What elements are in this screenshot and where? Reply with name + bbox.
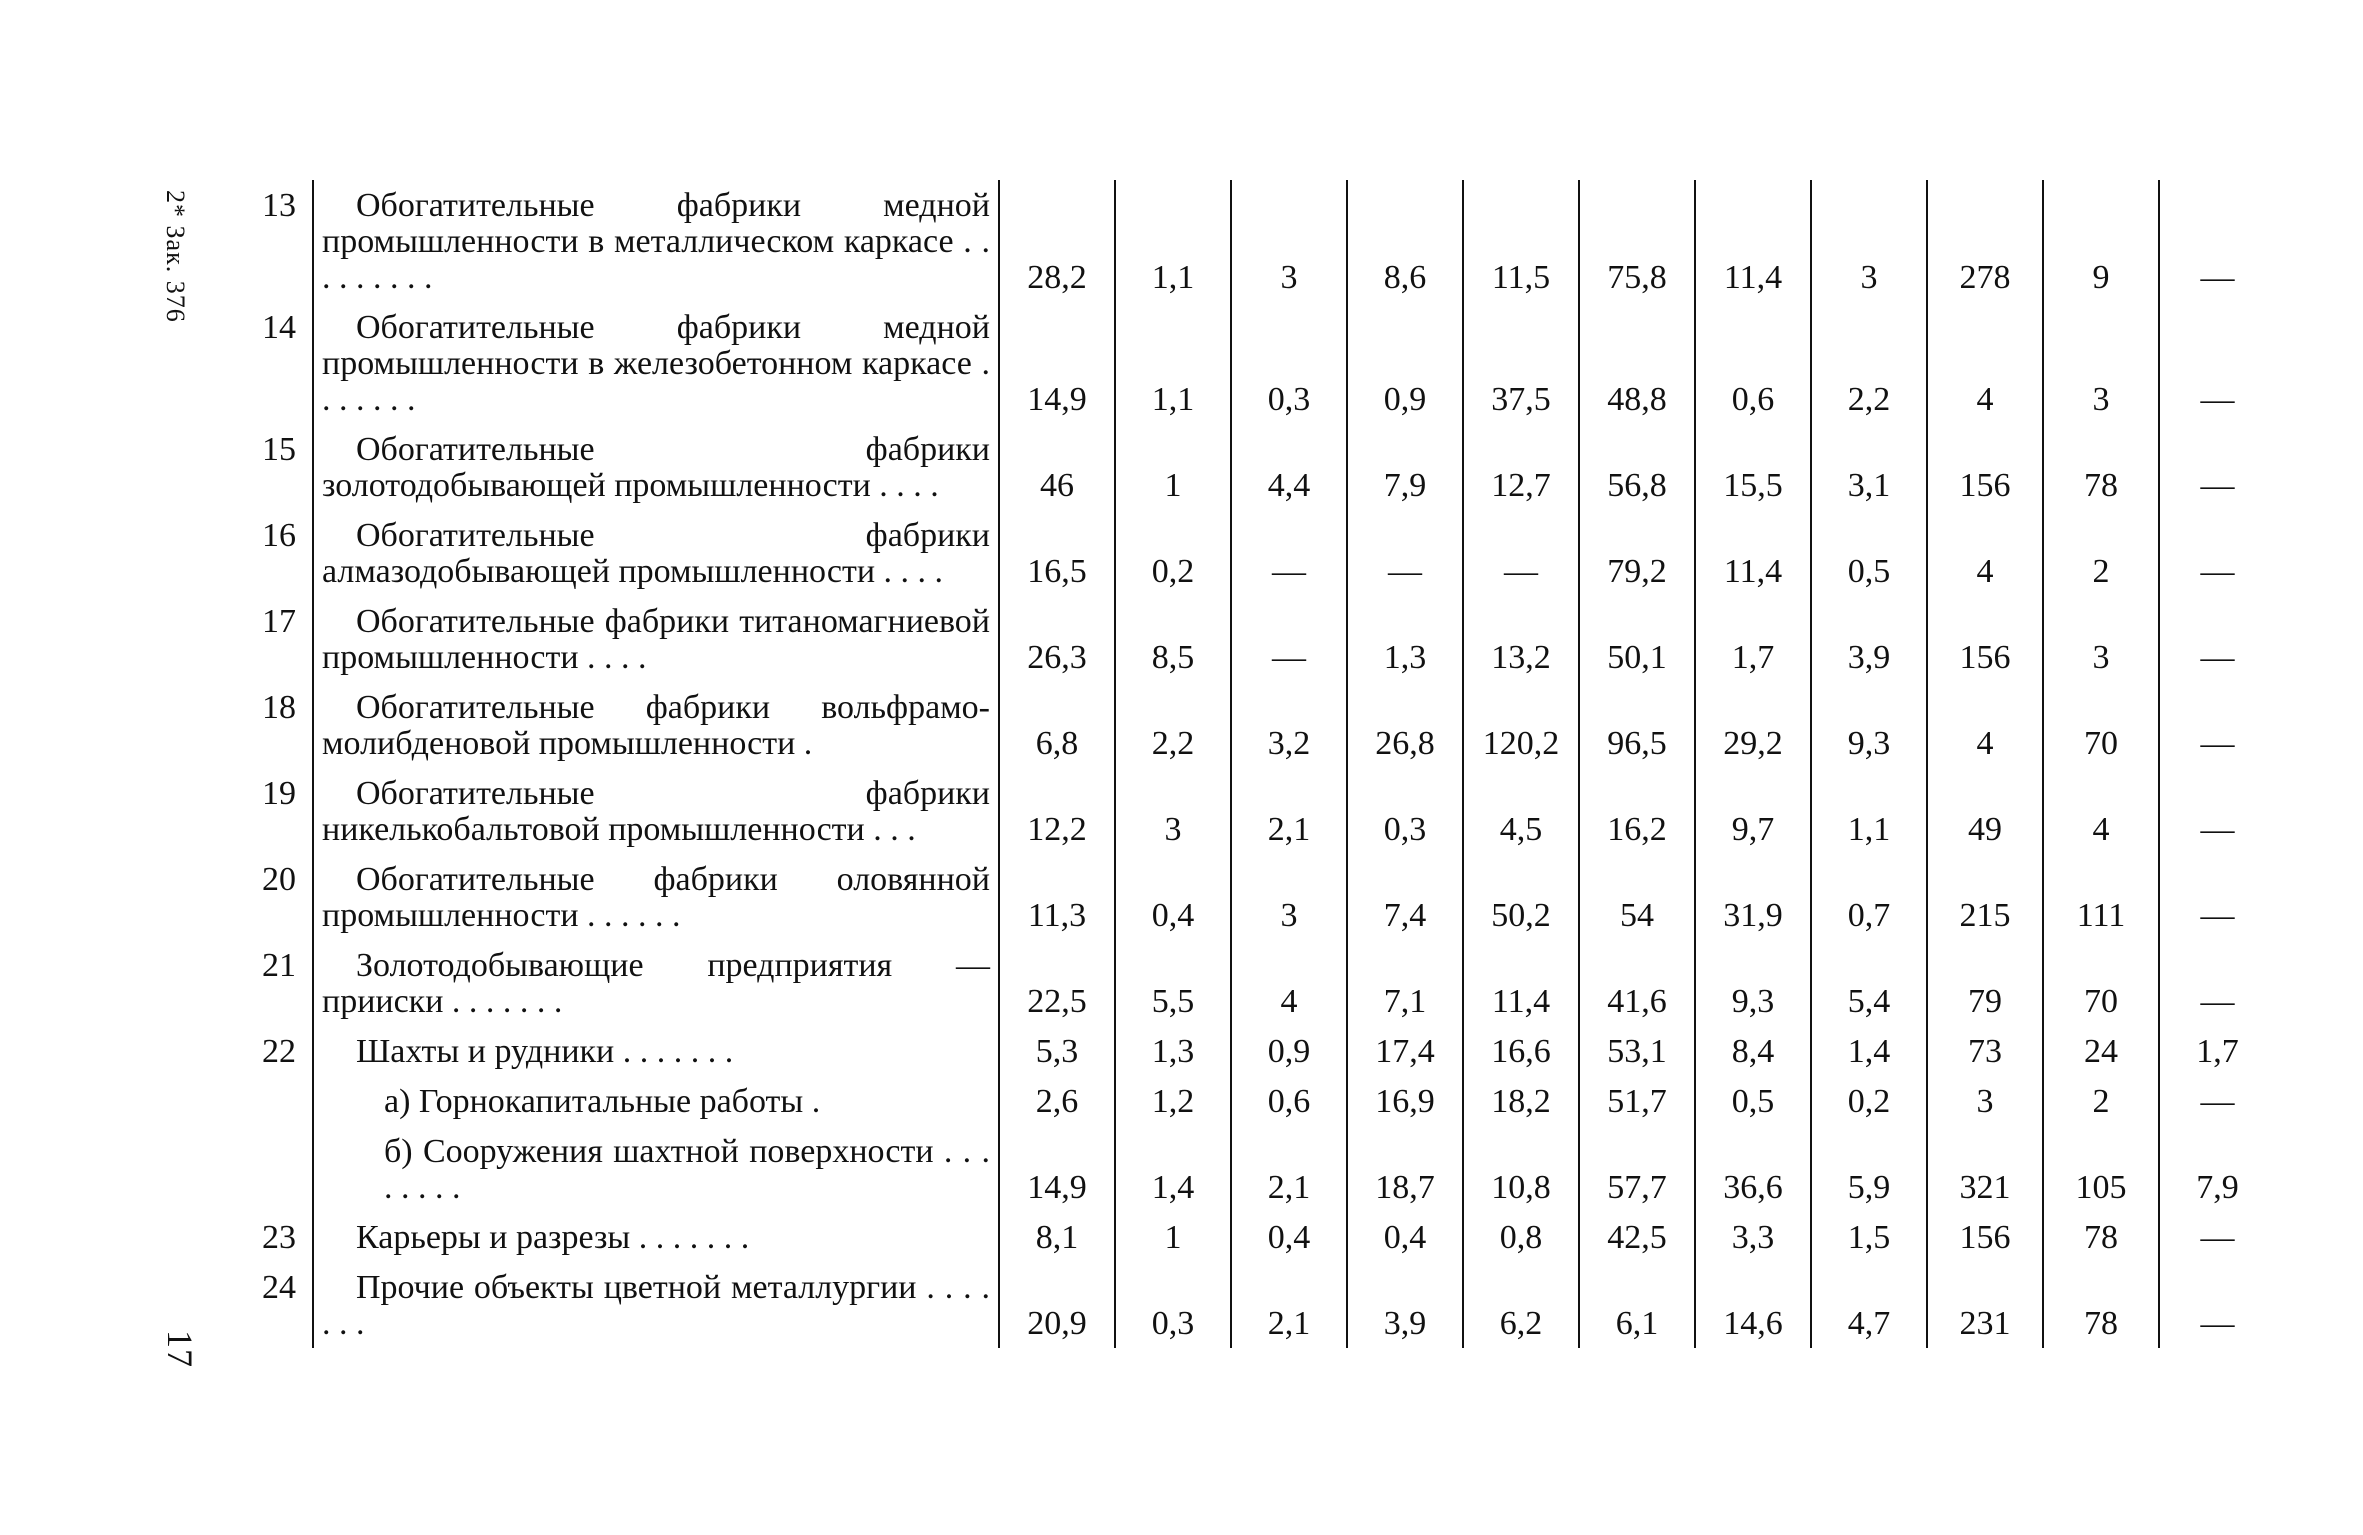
row-label-cell (313, 302, 999, 424)
value-cell: 78 (2043, 1262, 2159, 1348)
value-cell: 11,3 (999, 854, 1115, 940)
value-cell: 73 (1927, 1026, 2043, 1076)
value-cell: 16,2 (1579, 768, 1695, 854)
value-cell: 3 (2043, 302, 2159, 424)
value-cell: 0,3 (1115, 1262, 1231, 1348)
value-cell: 6,8 (999, 682, 1115, 768)
value-cell: 2,1 (1231, 1126, 1347, 1212)
row-number: 19 (262, 775, 296, 812)
row-label: Прочие объекты цветной металлургии . . . . . . . (322, 1269, 990, 1342)
value-cell: — (1231, 510, 1347, 596)
row-label-cell (313, 854, 999, 940)
value-cell: 3 (1115, 768, 1231, 854)
page-number: 17 (160, 1330, 200, 1368)
value-cell: 105 (2043, 1126, 2159, 1212)
row-label: Обогатительные фабрики оловянной промышленности . . . . . . (322, 861, 990, 934)
value-cell: 3,1 (1811, 424, 1927, 510)
value-cell: 48,8 (1579, 302, 1695, 424)
value-cell: 3,9 (1811, 596, 1927, 682)
value-cell: 8,4 (1695, 1026, 1811, 1076)
table-row (226, 1026, 2275, 1076)
row-label: Золотодобывающие предприятия — прииски . . . . . . . (322, 947, 990, 1020)
value-cell: 3 (2043, 596, 2159, 682)
row-label: Карьеры и разрезы . . . . . . . (356, 1219, 750, 1256)
value-cell: 12,2 (999, 768, 1115, 854)
value-cell: 11,4 (1463, 940, 1579, 1026)
value-cell: 156 (1927, 1212, 2043, 1262)
row-number (226, 1126, 313, 1212)
row-number: 17 (262, 603, 296, 640)
value-cell: 51,7 (1579, 1076, 1695, 1126)
value-cell: 0,9 (1347, 302, 1463, 424)
row-label-cell (313, 1212, 999, 1262)
value-cell: 50,1 (1579, 596, 1695, 682)
row-label: Обогатительные фабрики титаномагниевой промышленности . . . . (322, 603, 990, 676)
value-cell: 1,4 (1811, 1026, 1927, 1076)
value-cell: 3 (1811, 180, 1927, 302)
value-cell: 1 (1115, 1212, 1231, 1262)
value-cell: 16,5 (999, 510, 1115, 596)
row-label: Шахты и рудники . . . . . . . (356, 1033, 734, 1070)
value-cell: 0,2 (1811, 1076, 1927, 1126)
value-cell: 0,2 (1115, 510, 1231, 596)
value-cell: 16,6 (1463, 1026, 1579, 1076)
value-cell: 3 (1231, 854, 1347, 940)
value-cell: 96,5 (1579, 682, 1695, 768)
row-label: а) Горнокапитальные работы . (384, 1083, 821, 1120)
value-cell: 120,2 (1463, 682, 1579, 768)
value-cell: 53,1 (1579, 1026, 1695, 1076)
value-cell: 22,5 (999, 940, 1115, 1026)
row-label-cell (313, 1262, 999, 1348)
value-cell: 20,9 (999, 1262, 1115, 1348)
value-cell: 0,9 (1231, 1026, 1347, 1076)
value-cell: 0,5 (1811, 510, 1927, 596)
table-row (226, 768, 2275, 854)
value-cell: 5,3 (999, 1026, 1115, 1076)
row-label: Обогатительные фабрики медной промышленности в металлическом каркасе . . . . . . . . . (322, 187, 990, 296)
row-number: 13 (262, 187, 296, 224)
value-cell: 50,2 (1463, 854, 1579, 940)
value-cell: 215 (1927, 854, 2043, 940)
table-row (226, 1262, 2275, 1348)
value-cell: 4,4 (1231, 424, 1347, 510)
value-cell: 111 (2043, 854, 2159, 940)
value-cell: 6,1 (1579, 1262, 1695, 1348)
table-row (226, 682, 2275, 768)
value-cell: 4 (1927, 682, 2043, 768)
value-cell: 57,7 (1579, 1126, 1695, 1212)
row-number: 20 (262, 861, 296, 898)
value-cell: 0,8 (1463, 1212, 1579, 1262)
table-row (226, 940, 2275, 1026)
value-cell: — (2159, 596, 2275, 682)
value-cell: — (2159, 768, 2275, 854)
value-cell: 5,5 (1115, 940, 1231, 1026)
value-cell: — (2159, 854, 2275, 940)
table-row (226, 510, 2275, 596)
table-row (226, 1076, 2275, 1126)
value-cell: — (1231, 596, 1347, 682)
value-cell: 46 (999, 424, 1115, 510)
value-cell: 231 (1927, 1262, 2043, 1348)
table-row (226, 180, 2275, 302)
value-cell: — (2159, 180, 2275, 302)
value-cell: 11,5 (1463, 180, 1579, 302)
value-cell: 10,8 (1463, 1126, 1579, 1212)
value-cell: 2,2 (1115, 682, 1231, 768)
row-label-cell (313, 682, 999, 768)
row-number: 21 (262, 947, 296, 984)
value-cell: 2,1 (1231, 1262, 1347, 1348)
table-row (226, 424, 2275, 510)
value-cell: 42,5 (1579, 1212, 1695, 1262)
data-table (226, 180, 2275, 1348)
value-cell: 0,3 (1347, 768, 1463, 854)
value-cell: 26,3 (999, 596, 1115, 682)
value-cell: 11,4 (1695, 510, 1811, 596)
page-margin (150, 190, 210, 1390)
row-number: 14 (262, 309, 296, 346)
table-row (226, 1212, 2275, 1262)
value-cell: 8,5 (1115, 596, 1231, 682)
value-cell: 8,1 (999, 1212, 1115, 1262)
value-cell: 11,4 (1695, 180, 1811, 302)
print-signature: 2* Зак. 376 (161, 190, 190, 323)
row-number: 22 (262, 1033, 296, 1070)
value-cell: 4 (2043, 768, 2159, 854)
value-cell: 321 (1927, 1126, 2043, 1212)
value-cell: 1,1 (1811, 768, 1927, 854)
value-cell: 1,5 (1811, 1212, 1927, 1262)
value-cell: 1,3 (1347, 596, 1463, 682)
value-cell: 4 (1231, 940, 1347, 1026)
value-cell: 18,7 (1347, 1126, 1463, 1212)
value-cell: 1,4 (1115, 1126, 1231, 1212)
value-cell: 9,7 (1695, 768, 1811, 854)
row-label-cell (313, 424, 999, 510)
value-cell: 0,6 (1231, 1076, 1347, 1126)
row-label: б) Сооружения шахтной поверхности . . . . . . . . (384, 1133, 990, 1206)
value-cell: 70 (2043, 682, 2159, 768)
value-cell: — (2159, 682, 2275, 768)
value-cell: 37,5 (1463, 302, 1579, 424)
value-cell: 9 (2043, 180, 2159, 302)
value-cell: 79 (1927, 940, 2043, 1026)
value-cell: 5,9 (1811, 1126, 1927, 1212)
row-number: 18 (262, 689, 296, 726)
value-cell: 6,2 (1463, 1262, 1579, 1348)
value-cell: 17,4 (1347, 1026, 1463, 1076)
row-label-cell (313, 940, 999, 1026)
value-cell: 28,2 (999, 180, 1115, 302)
value-cell: 24 (2043, 1026, 2159, 1076)
value-cell: 1,1 (1115, 302, 1231, 424)
value-cell: 0,4 (1231, 1212, 1347, 1262)
value-cell: 2 (2043, 1076, 2159, 1126)
value-cell: 0,6 (1695, 302, 1811, 424)
row-label-cell (313, 1126, 999, 1212)
value-cell: 2,2 (1811, 302, 1927, 424)
table-row (226, 1126, 2275, 1212)
value-cell: 8,6 (1347, 180, 1463, 302)
value-cell: 14,9 (999, 302, 1115, 424)
row-number (226, 1076, 313, 1126)
value-cell: 36,6 (1695, 1126, 1811, 1212)
value-cell: 3,2 (1231, 682, 1347, 768)
table-row (226, 302, 2275, 424)
value-cell: 41,6 (1579, 940, 1695, 1026)
value-cell: 4,7 (1811, 1262, 1927, 1348)
value-cell: 2 (2043, 510, 2159, 596)
row-label-cell (313, 1026, 999, 1076)
value-cell: — (2159, 424, 2275, 510)
value-cell: 2,1 (1231, 768, 1347, 854)
value-cell: 0,5 (1695, 1076, 1811, 1126)
value-cell: 7,9 (1347, 424, 1463, 510)
value-cell: 1,7 (1695, 596, 1811, 682)
row-number: 24 (262, 1269, 296, 1306)
row-number: 23 (262, 1219, 296, 1256)
value-cell: 54 (1579, 854, 1695, 940)
value-cell: 4 (1927, 510, 2043, 596)
row-label: Обогатительные фабрики никелькобальтовой промышленности . . . (322, 775, 990, 848)
row-label: Обогатительные фабрики вольфрамо-молибденовой промышленности . (322, 689, 990, 762)
value-cell: 9,3 (1811, 682, 1927, 768)
value-cell: 156 (1927, 596, 2043, 682)
row-number: 16 (262, 517, 296, 554)
value-cell: 3,3 (1695, 1212, 1811, 1262)
value-cell: 3 (1231, 180, 1347, 302)
value-cell: 78 (2043, 1212, 2159, 1262)
value-cell: 15,5 (1695, 424, 1811, 510)
value-cell: — (2159, 940, 2275, 1026)
value-cell: 31,9 (1695, 854, 1811, 940)
value-cell: — (2159, 302, 2275, 424)
value-cell: 3,9 (1347, 1262, 1463, 1348)
value-cell: 7,1 (1347, 940, 1463, 1026)
value-cell: — (1463, 510, 1579, 596)
value-cell: 79,2 (1579, 510, 1695, 596)
value-cell: 78 (2043, 424, 2159, 510)
value-cell: 49 (1927, 768, 2043, 854)
value-cell: 278 (1927, 180, 2043, 302)
value-cell: 2,6 (999, 1076, 1115, 1126)
value-cell: — (2159, 1212, 2275, 1262)
row-label-cell (313, 510, 999, 596)
value-cell: 16,9 (1347, 1076, 1463, 1126)
value-cell: 0,4 (1115, 854, 1231, 940)
value-cell: 156 (1927, 424, 2043, 510)
row-label-cell (313, 768, 999, 854)
row-label: Обогатительные фабрики алмазодобывающей промышленности . . . . (322, 517, 990, 590)
value-cell: 75,8 (1579, 180, 1695, 302)
value-cell: 12,7 (1463, 424, 1579, 510)
row-label-cell (313, 180, 999, 302)
value-cell: 14,6 (1695, 1262, 1811, 1348)
value-cell: 0,3 (1231, 302, 1347, 424)
value-cell: 18,2 (1463, 1076, 1579, 1126)
row-label-cell (313, 1076, 999, 1126)
value-cell: 70 (2043, 940, 2159, 1026)
row-number: 15 (262, 431, 296, 468)
value-cell: — (2159, 1076, 2275, 1126)
table-row (226, 854, 2275, 940)
value-cell: — (2159, 510, 2275, 596)
value-cell: 26,8 (1347, 682, 1463, 768)
row-label: Обогатительные фабрики золотодобывающей промышленности . . . . (322, 431, 990, 504)
value-cell: 1,2 (1115, 1076, 1231, 1126)
value-cell: 3 (1927, 1076, 2043, 1126)
value-cell: 1 (1115, 424, 1231, 510)
table-row (226, 596, 2275, 682)
value-cell: 29,2 (1695, 682, 1811, 768)
value-cell: 7,4 (1347, 854, 1463, 940)
value-cell: 1,1 (1115, 180, 1231, 302)
value-cell: 5,4 (1811, 940, 1927, 1026)
value-cell: 56,8 (1579, 424, 1695, 510)
value-cell: 4 (1927, 302, 2043, 424)
value-cell: 1,7 (2159, 1026, 2275, 1076)
row-label: Обогатительные фабрики медной промышленности в железобетонном каркасе . . . . . . . (322, 309, 990, 418)
value-cell: — (1347, 510, 1463, 596)
value-cell: 13,2 (1463, 596, 1579, 682)
value-cell: 0,4 (1347, 1212, 1463, 1262)
value-cell: — (2159, 1262, 2275, 1348)
value-cell: 7,9 (2159, 1126, 2275, 1212)
row-label-cell (313, 596, 999, 682)
value-cell: 1,3 (1115, 1026, 1231, 1076)
value-cell: 9,3 (1695, 940, 1811, 1026)
value-cell: 0,7 (1811, 854, 1927, 940)
value-cell: 14,9 (999, 1126, 1115, 1212)
value-cell: 4,5 (1463, 768, 1579, 854)
